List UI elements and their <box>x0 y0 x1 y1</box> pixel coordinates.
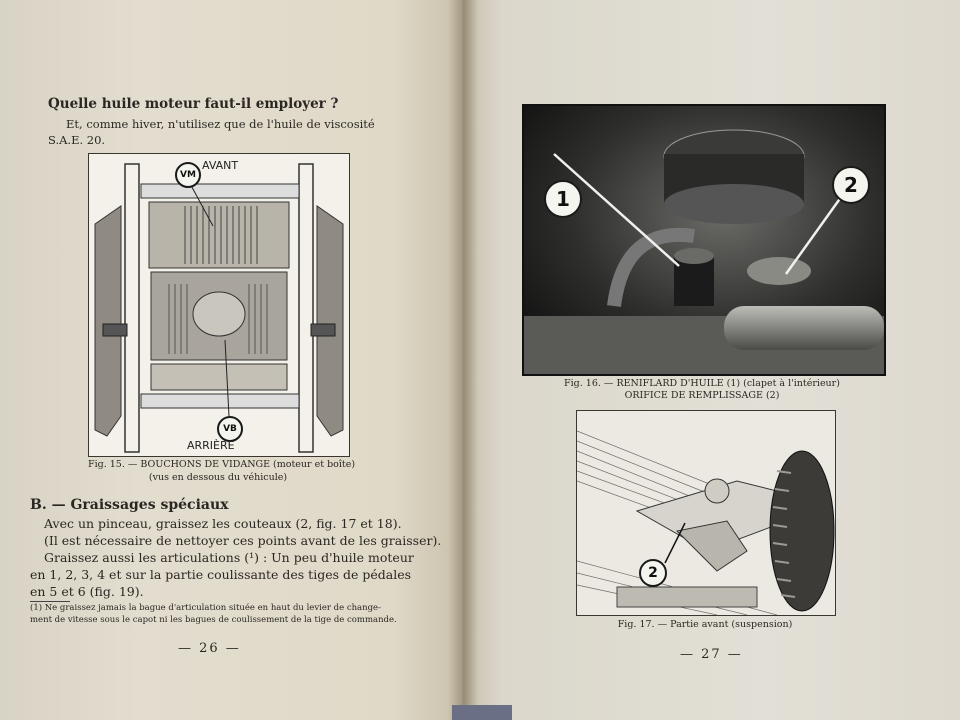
figure-15-caption-line-1: Fig. 15. — BOUCHONS DE VIDANGE (moteur et boîte) <box>88 459 356 470</box>
page-number-27: — 27 — <box>680 647 743 662</box>
figure-16-photo <box>522 104 886 376</box>
section-b-heading: B. — Graissages spéciaux <box>30 497 229 513</box>
callout-vm: VM <box>175 162 201 188</box>
callout-2-knife: 2 <box>639 559 667 587</box>
paragraph-line-3: Graissez aussi les articulations (¹) : Un peu d'huile moteur <box>44 550 414 565</box>
paragraph-line-1: Avec un pinceau, graissez les couteaux (2, fig. 17 et 18). <box>44 516 402 531</box>
paragraph-line-2: (Il est nécessaire de nettoyer ces points avant de les graisser). <box>44 533 442 548</box>
callout-1-breather: 1 <box>544 180 582 218</box>
label-arriere: ARRIÈRE <box>187 439 235 452</box>
right-page <box>462 0 960 720</box>
binding-edge <box>452 705 512 720</box>
intro-line-1: Et, comme hiver, n'utilisez que de l'huile de viscosité <box>66 117 375 131</box>
figure-17-caption: Fig. 17. — Partie avant (suspension) <box>617 619 793 630</box>
page-number-26: — 26 — <box>178 641 241 656</box>
figure-16-caption-line-2: ORIFICE DE REMPLISSAGE (2) <box>624 390 780 401</box>
callout-2-filler: 2 <box>832 166 870 204</box>
figure-17-diagram <box>576 410 836 616</box>
label-avant: AVANT <box>202 159 239 172</box>
left-page <box>0 0 462 720</box>
oil-question-heading: Quelle huile moteur faut-il employer ? <box>48 96 339 112</box>
engine-bay-photo <box>524 106 884 374</box>
intro-line-2: S.A.E. 20. <box>48 133 106 147</box>
engine-underside-drawing <box>89 154 349 456</box>
footnote-line-2: ment de vitesse sous le capot ni les bagues de coulissement de la tige de commande. <box>30 615 397 625</box>
footnote-divider <box>30 601 70 602</box>
figure-16-caption-line-1: Fig. 16. — RENIFLARD D'HUILE (1) (clapet à l'intérieur) <box>564 378 840 389</box>
front-suspension-drawing <box>577 411 835 615</box>
figure-15-diagram <box>88 153 350 457</box>
figure-15-caption-line-2: (vus en dessous du véhicule) <box>148 472 288 483</box>
paragraph-line-5: en 5 et 6 (fig. 19). <box>30 584 144 599</box>
paragraph-line-4: en 1, 2, 3, 4 et sur la partie coulissante des tiges de pédales <box>30 567 412 582</box>
callout-vb: VB <box>217 416 243 442</box>
footnote-line-1: (1) Ne graissez jamais la bague d'articulation située en haut du levier de change- <box>30 603 381 613</box>
book-spine-shadow <box>448 0 478 720</box>
